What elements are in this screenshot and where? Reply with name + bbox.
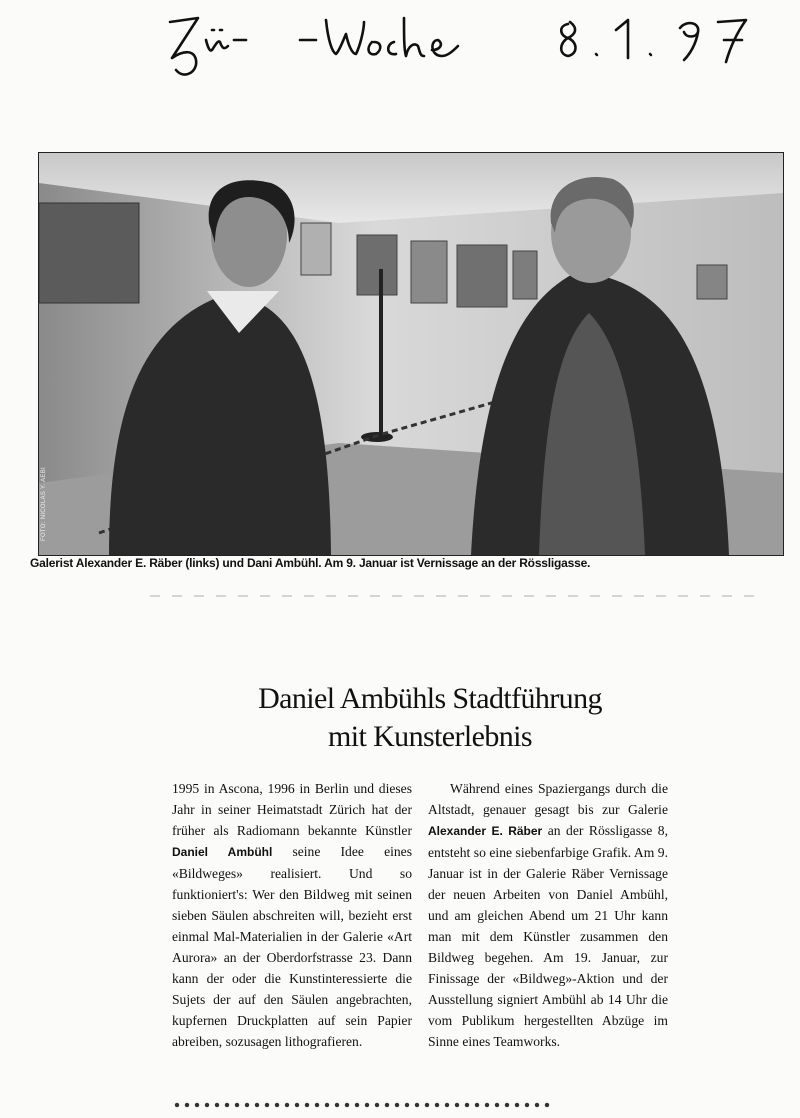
left-text-2: seine Idee eines «Bildweges» realisiert. Und so funktioniert's: Wer den Bildweg mit seinen sieben Säulen abschreiten will, bezieht erst einmal Mal-Materialien in der Galerie «Art Aurora» an der Oberdorfstrasse 23. Dann kann der oder die Kunstinteressierte die Sujets der auf den Säulen angebrachten, kupfernen Druckplatten auf sein Papier abreiben, sozusagen lithografieren. — [172, 844, 412, 1049]
headline-line-1: Daniel Ambühls Stadtführung — [258, 682, 602, 715]
gallerist-name: Alexander E. Räber — [428, 824, 543, 838]
article-headline — [170, 680, 690, 756]
photo-credit: FOTO: NICOLAS Y. AEBI — [41, 467, 47, 541]
right-text-1: Während eines Spaziergangs durch die Altstadt, genauer gesagt bis zur Galerie — [428, 781, 668, 817]
left-text-1: 1995 in Ascona, 1996 in Berlin und dieses Jahr in seiner Heimatstadt Zürich hat der früher als Radiomann bekannte Künstler — [172, 781, 412, 838]
article-column-left — [172, 778, 412, 1052]
dotted-divider — [172, 1100, 552, 1110]
photo-caption: Galerist Alexander E. Räber (links) und Dani Ambühl. Am 9. Januar ist Vernissage an der Rössligasse. — [30, 556, 591, 570]
handwritten-note — [150, 0, 770, 90]
right-text-2: an der Rössligasse 8, entsteht so eine siebenfarbige Grafik. Am 9. Januar ist in der Galerie Räber Vernissage der neuen Arbeiten von Daniel Ambühl, und am gleichen Abend um 21 Uhr kann man mit dem Künstler zusammen den Bildweg begehen. Am 19. Januar, zur Finissage der «Bildweg»-Aktion und der Ausstellung signiert Ambühl ab 14 Uhr die vom Publikum hergestellten Abzüge im Sinne eines Teamworks. — [428, 823, 669, 1049]
artist-name: Daniel Ambühl — [172, 845, 273, 859]
divider — [150, 595, 760, 597]
article-column-right — [428, 778, 668, 1052]
headline-line-2: mit Kunsterlebnis — [328, 720, 532, 753]
gallery-photo — [38, 152, 784, 556]
